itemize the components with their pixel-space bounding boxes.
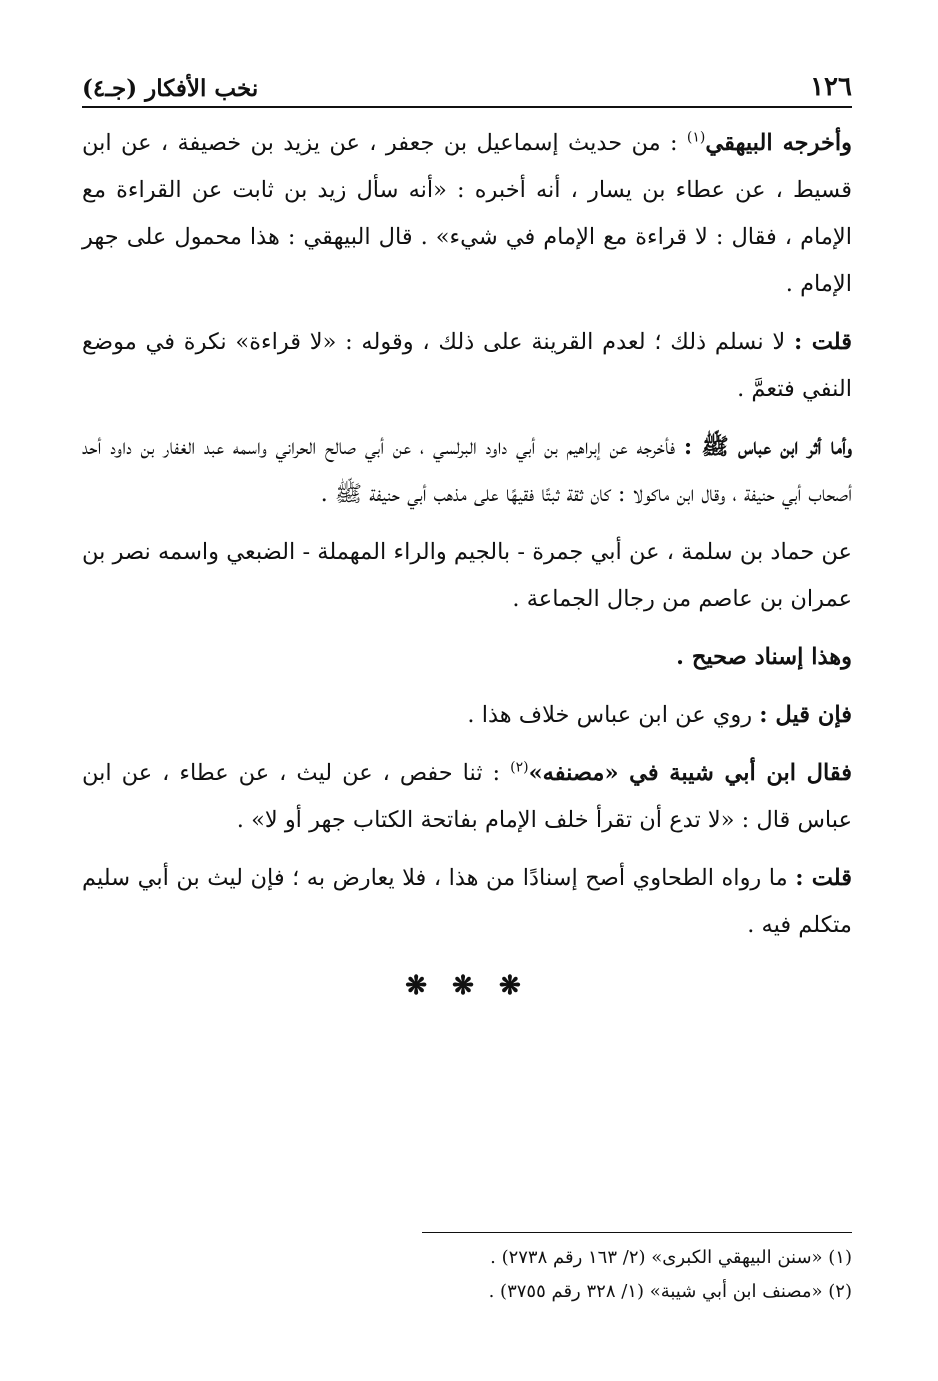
paragraph-text: : ثنا حفص ، عن ليث ، عن عطاء ، عن ابن عباس قال : «لا تدع أن تقرأ خلف الإمام بفاتحة الكتاب جهر أو لا» . <box>82 760 852 833</box>
paragraph <box>82 855 852 949</box>
paragraph-lead: فإن قيل : <box>759 702 852 728</box>
book-title: نخب الأفكار (جـ٤) <box>82 75 259 102</box>
paragraph-text: ما رواه الطحاوي أصح إسنادًا من هذا ، فلا يعارض به ؛ فإن ليث بن أبي سليم متكلم فيه . <box>82 865 852 938</box>
paragraph-lead: وأما أثر ابن عباس ﷺ : <box>683 434 853 460</box>
paragraph-text: لا نسلم ذلك ؛ لعدم القرينة على ذلك ، وقوله : «لا قراءة» نكرة في موضع النفي فتعمَّ . <box>82 329 852 402</box>
paragraph <box>82 120 852 308</box>
paragraph-lead: فقال ابن أبي شيبة في «مصنفه» <box>528 760 853 786</box>
footnote-reference: (١) <box>686 129 706 146</box>
book-page <box>82 58 852 1358</box>
paragraph-text: : من حديث إسماعيل بن جعفر ، عن يزيد بن خصيفة ، عن ابن قسيط ، عن عطاء بن يسار ، أنه أخبره : «أنه سأل زيد بن ثابت عن القراءة مع الإمام ، فقال : لا قراءة مع الإمام في شيء» . قال البيهقي : هذا محمول على جهر الإمام . <box>82 130 852 297</box>
body-text <box>82 120 852 1001</box>
paragraph <box>82 424 852 518</box>
paragraph <box>82 319 852 413</box>
footnote-reference: (٢) <box>510 759 529 776</box>
paragraph <box>82 634 852 681</box>
footnote: (٢) «مصنف ابن أبي شيبة» (١/ ٣٢٨ رقم ٣٧٥٥) . <box>488 1281 852 1302</box>
paragraph <box>82 750 852 844</box>
paragraph <box>82 529 852 623</box>
page-header <box>82 58 852 108</box>
paragraph-lead: وأخرجه البيهقي <box>705 130 853 156</box>
footnotes <box>82 1232 852 1309</box>
paragraph-text: روي عن ابن عباس خلاف هذا . <box>467 702 760 728</box>
footnote: (١) «سنن البيهقي الكبرى» (٢/ ١٦٣ رقم ٢٧٣٨) . <box>490 1247 852 1268</box>
paragraph-text: عن حماد بن سلمة ، عن أبي جمرة - بالجيم والراء المهملة - الضبعي واسمه نصر بن عمران بن عاصم من رجال الجماعة . <box>82 539 852 612</box>
paragraph-lead: قلت : <box>795 865 853 891</box>
paragraph-lead: وهذا إسناد صحيح . <box>676 644 852 670</box>
section-separator: ❋ ❋ ❋ <box>405 971 529 1001</box>
paragraph-text: فأخرجه عن إبراهيم بن أبي داود البرلسي ، عن أبي صالح الحراني واسمه عبد الغفار بن داود أحد أصحاب أبي حنيفة ، وقال ابن ماكولا : كان ثقة ثبتًا فقيهًا على مذهب أبي حنيفة ﷺ . <box>82 434 852 507</box>
paragraph <box>82 692 852 739</box>
footnote-rule <box>422 1232 852 1233</box>
paragraph-lead: قلت : <box>793 329 852 355</box>
page-number: ١٢٦ <box>810 72 852 102</box>
